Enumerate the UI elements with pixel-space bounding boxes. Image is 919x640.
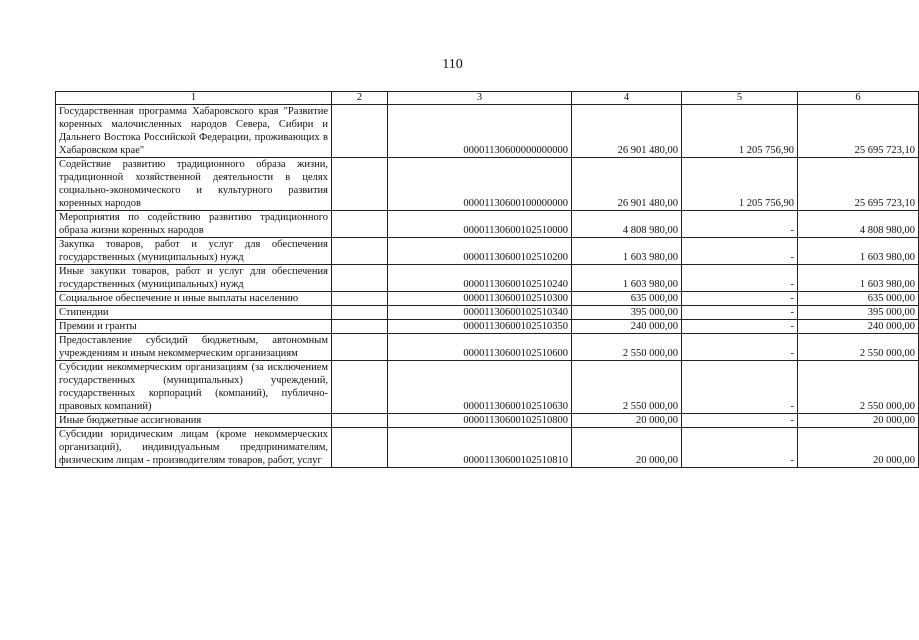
row-name-cell: Мероприятия по содействию развитию традиционного образа жизни коренных народов	[56, 211, 332, 238]
row-amount-approved-cell: 20 000,00	[572, 428, 682, 468]
row-name-cell: Стипендии	[56, 306, 332, 320]
row-empty-cell	[332, 334, 388, 361]
row-name-cell: Субсидии некоммерческим организациям (за исключением государственных (муниципальных) учреждений, государственных корпораций (компаний), публично-правовых компаний)	[56, 361, 332, 414]
row-empty-cell	[332, 211, 388, 238]
table-row	[56, 238, 919, 265]
row-amount-approved-cell: 1 603 980,00	[572, 265, 682, 292]
row-amount-approved-cell: 1 603 980,00	[572, 238, 682, 265]
column-header-2: 2	[332, 92, 388, 105]
row-name-cell: Иные бюджетные ассигнования	[56, 414, 332, 428]
row-amount-approved-cell: 26 901 480,00	[572, 105, 682, 158]
row-amount-approved-cell: 20 000,00	[572, 414, 682, 428]
header-row	[56, 92, 919, 105]
row-amount-executed-cell: 1 205 756,90	[682, 158, 798, 211]
row-amount-approved-cell: 4 808 980,00	[572, 211, 682, 238]
row-name-cell: Субсидии юридическим лицам (кроме некоммерческих организаций), индивидуальным предпринимателям, физическим лицам - производителям товаров, работ, услуг	[56, 428, 332, 468]
page-number: 110	[442, 57, 463, 72]
row-code-cell: 00001130600102510200	[388, 238, 572, 265]
row-amount-approved-cell: 2 550 000,00	[572, 361, 682, 414]
table-row	[56, 158, 919, 211]
column-header-4: 4	[572, 92, 682, 105]
row-empty-cell	[332, 292, 388, 306]
row-amount-executed-cell: -	[682, 292, 798, 306]
row-amount-remaining-cell: 25 695 723,10	[798, 158, 919, 211]
column-header-3: 3	[388, 92, 572, 105]
column-header-5: 5	[682, 92, 798, 105]
table-row	[56, 265, 919, 292]
row-empty-cell	[332, 265, 388, 292]
row-empty-cell	[332, 105, 388, 158]
row-amount-approved-cell: 635 000,00	[572, 292, 682, 306]
row-empty-cell	[332, 414, 388, 428]
row-amount-executed-cell: 1 205 756,90	[682, 105, 798, 158]
row-code-cell: 00001130600102510810	[388, 428, 572, 468]
table-row	[56, 334, 919, 361]
row-amount-remaining-cell: 2 550 000,00	[798, 334, 919, 361]
row-amount-executed-cell: -	[682, 238, 798, 265]
row-name-cell: Государственная программа Хабаровского края "Развитие коренных малочисленных народов Севера, Сибири и Дальнего Востока Российской Федерации, проживающих в Хабаровском крае"	[56, 105, 332, 158]
row-amount-executed-cell: -	[682, 320, 798, 334]
row-empty-cell	[332, 306, 388, 320]
table-row	[56, 428, 919, 468]
row-amount-executed-cell: -	[682, 414, 798, 428]
row-amount-remaining-cell: 4 808 980,00	[798, 211, 919, 238]
table-row	[56, 292, 919, 306]
row-amount-approved-cell: 26 901 480,00	[572, 158, 682, 211]
row-code-cell: 00001130600102510240	[388, 265, 572, 292]
row-amount-remaining-cell: 20 000,00	[798, 414, 919, 428]
row-code-cell: 00001130600102510350	[388, 320, 572, 334]
table-row	[56, 414, 919, 428]
row-code-cell: 00001130600102510600	[388, 334, 572, 361]
table-row	[56, 211, 919, 238]
row-amount-remaining-cell: 240 000,00	[798, 320, 919, 334]
row-code-cell: 00001130600102510340	[388, 306, 572, 320]
row-code-cell: 00001130600102510630	[388, 361, 572, 414]
row-amount-remaining-cell: 635 000,00	[798, 292, 919, 306]
budget-table	[55, 91, 919, 468]
row-name-cell: Содействие развитию традиционного образа жизни, традиционной хозяйственной деятельности в целях социально-экономического и культурного развития коренных народов	[56, 158, 332, 211]
row-empty-cell	[332, 361, 388, 414]
row-amount-executed-cell: -	[682, 428, 798, 468]
table-row	[56, 361, 919, 414]
table-row	[56, 105, 919, 158]
row-amount-remaining-cell: 1 603 980,00	[798, 238, 919, 265]
row-code-cell: 00001130600102510300	[388, 292, 572, 306]
column-header-1: 1	[56, 92, 332, 105]
row-amount-remaining-cell: 2 550 000,00	[798, 361, 919, 414]
column-header-6: 6	[798, 92, 919, 105]
row-code-cell: 00001130600102510800	[388, 414, 572, 428]
row-name-cell: Иные закупки товаров, работ и услуг для обеспечения государственных (муниципальных) нужд	[56, 265, 332, 292]
row-empty-cell	[332, 428, 388, 468]
row-amount-executed-cell: -	[682, 265, 798, 292]
row-amount-executed-cell: -	[682, 211, 798, 238]
row-code-cell: 00001130600000000000	[388, 105, 572, 158]
row-amount-remaining-cell: 395 000,00	[798, 306, 919, 320]
row-amount-executed-cell: -	[682, 361, 798, 414]
row-empty-cell	[332, 320, 388, 334]
row-amount-approved-cell: 2 550 000,00	[572, 334, 682, 361]
row-amount-remaining-cell: 1 603 980,00	[798, 265, 919, 292]
row-amount-executed-cell: -	[682, 334, 798, 361]
row-code-cell: 00001130600100000000	[388, 158, 572, 211]
row-name-cell: Предоставление субсидий бюджетным, автономным учреждениям и иным некоммерческим организациям	[56, 334, 332, 361]
row-name-cell: Закупка товаров, работ и услуг для обеспечения государственных (муниципальных) нужд	[56, 238, 332, 265]
row-name-cell: Социальное обеспечение и иные выплаты населению	[56, 292, 332, 306]
table-row	[56, 320, 919, 334]
row-empty-cell	[332, 158, 388, 211]
row-empty-cell	[332, 238, 388, 265]
table-row	[56, 306, 919, 320]
row-amount-remaining-cell: 25 695 723,10	[798, 105, 919, 158]
row-amount-approved-cell: 395 000,00	[572, 306, 682, 320]
row-amount-remaining-cell: 20 000,00	[798, 428, 919, 468]
row-code-cell: 00001130600102510000	[388, 211, 572, 238]
row-name-cell: Премии и гранты	[56, 320, 332, 334]
row-amount-approved-cell: 240 000,00	[572, 320, 682, 334]
budget-table-body	[56, 92, 919, 468]
row-amount-executed-cell: -	[682, 306, 798, 320]
